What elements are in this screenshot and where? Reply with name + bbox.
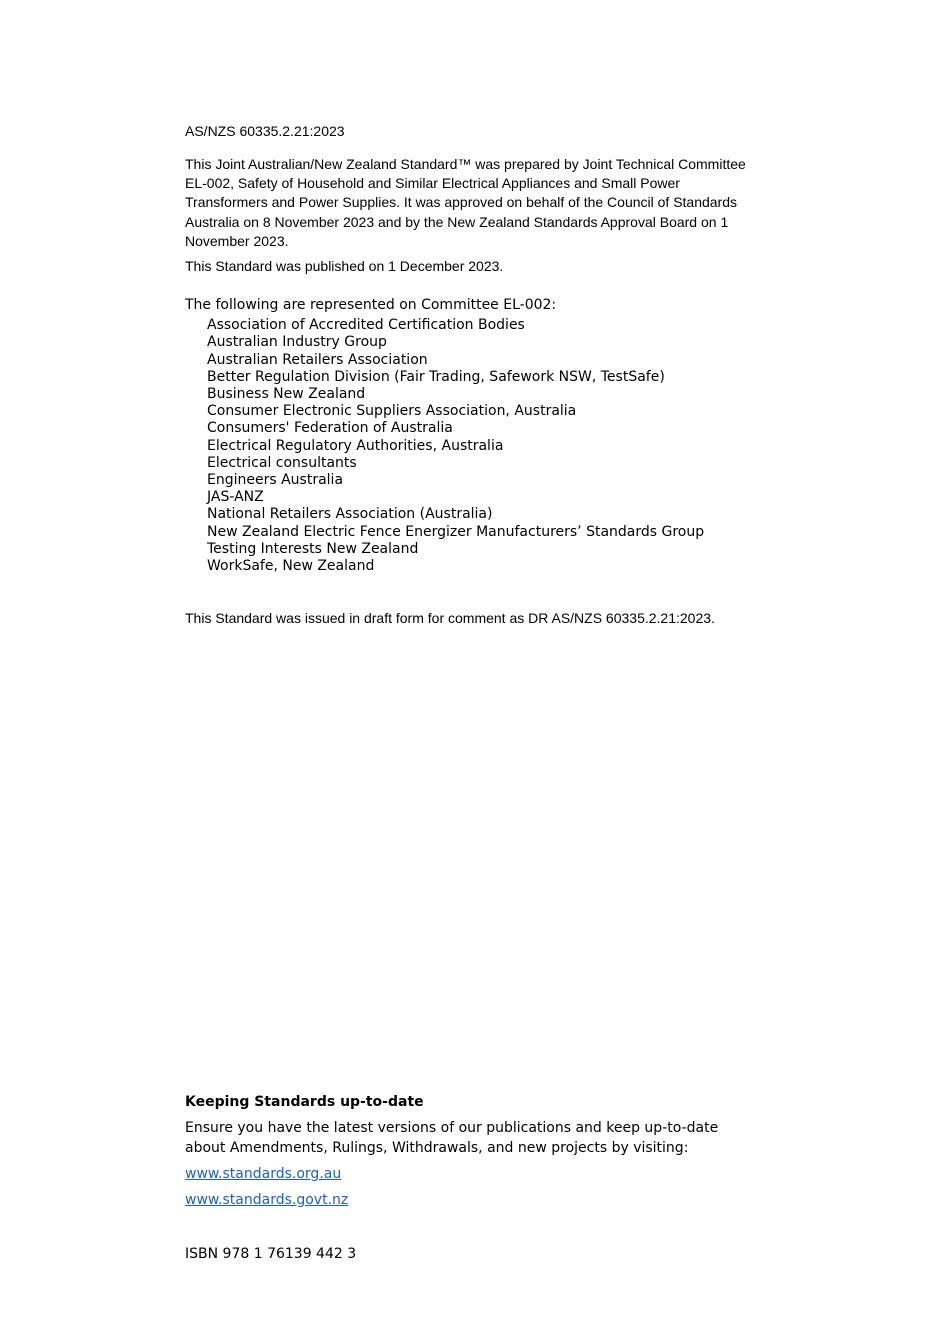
preparation-paragraph: This Joint Australian/New Zealand Standard™ was prepared by Joint Technical Committee EL-002, Safety of Household and Similar Electrical Appliances and Small Power Transformers and Power Supplies. It was approved on behalf of the Council of Standards Australia on 8 November 2023 and by the New Zealand Standards Approval Board on 1 November 2023. xyxy=(185,156,746,249)
committee-member: Consumer Electronic Suppliers Association, Australia xyxy=(207,403,577,420)
draft-note: This Standard was issued in draft form for comment as DR AS/NZS 60335.2.21:2023. xyxy=(185,610,715,626)
committee-members-list xyxy=(185,317,765,575)
committee-member: Testing Interests New Zealand xyxy=(207,540,419,557)
keeping-heading: Keeping Standards up-to-date xyxy=(185,1094,424,1110)
standard-id: AS/NZS 60335.2.21:2023 xyxy=(185,123,345,139)
committee-member: National Retailers Association (Australia) xyxy=(207,506,493,523)
committee-member: Business New Zealand xyxy=(207,386,366,403)
committee-member: WorkSafe, New Zealand xyxy=(207,558,375,575)
committee-member: New Zealand Electric Fence Energizer Manufacturers’ Standards Group xyxy=(207,523,705,540)
committee-section xyxy=(185,297,765,575)
committee-member: JAS-ANZ xyxy=(207,489,264,506)
committee-member: Consumers' Federation of Australia xyxy=(207,420,453,437)
committee-member: Australian Retailers Association xyxy=(207,351,428,368)
committee-member: Electrical Regulatory Authorities, Australia xyxy=(207,437,504,454)
isbn: ISBN 978 1 76139 442 3 xyxy=(185,1246,357,1262)
standards-australia-link[interactable]: www.standards.org.au xyxy=(185,1166,342,1182)
standards-nz-link[interactable]: www.standards.govt.nz xyxy=(185,1192,349,1208)
committee-member: Electrical consultants xyxy=(207,454,357,471)
committee-member: Association of Accredited Certification Bodies xyxy=(207,317,525,334)
committee-member: Engineers Australia xyxy=(207,472,344,489)
keeping-up-to-date-section xyxy=(185,1093,765,1209)
committee-intro: The following are represented on Committee EL-002: xyxy=(185,297,557,313)
committee-member: Better Regulation Division (Fair Trading, Safework NSW, TestSafe) xyxy=(207,368,665,385)
publication-date-note: This Standard was published on 1 December 2023. xyxy=(185,258,504,274)
committee-member: Australian Industry Group xyxy=(207,334,387,351)
keeping-text: Ensure you have the latest versions of our publications and keep up-to-date about Amendments, Rulings, Withdrawals, and new projects by visiting: xyxy=(185,1120,719,1156)
